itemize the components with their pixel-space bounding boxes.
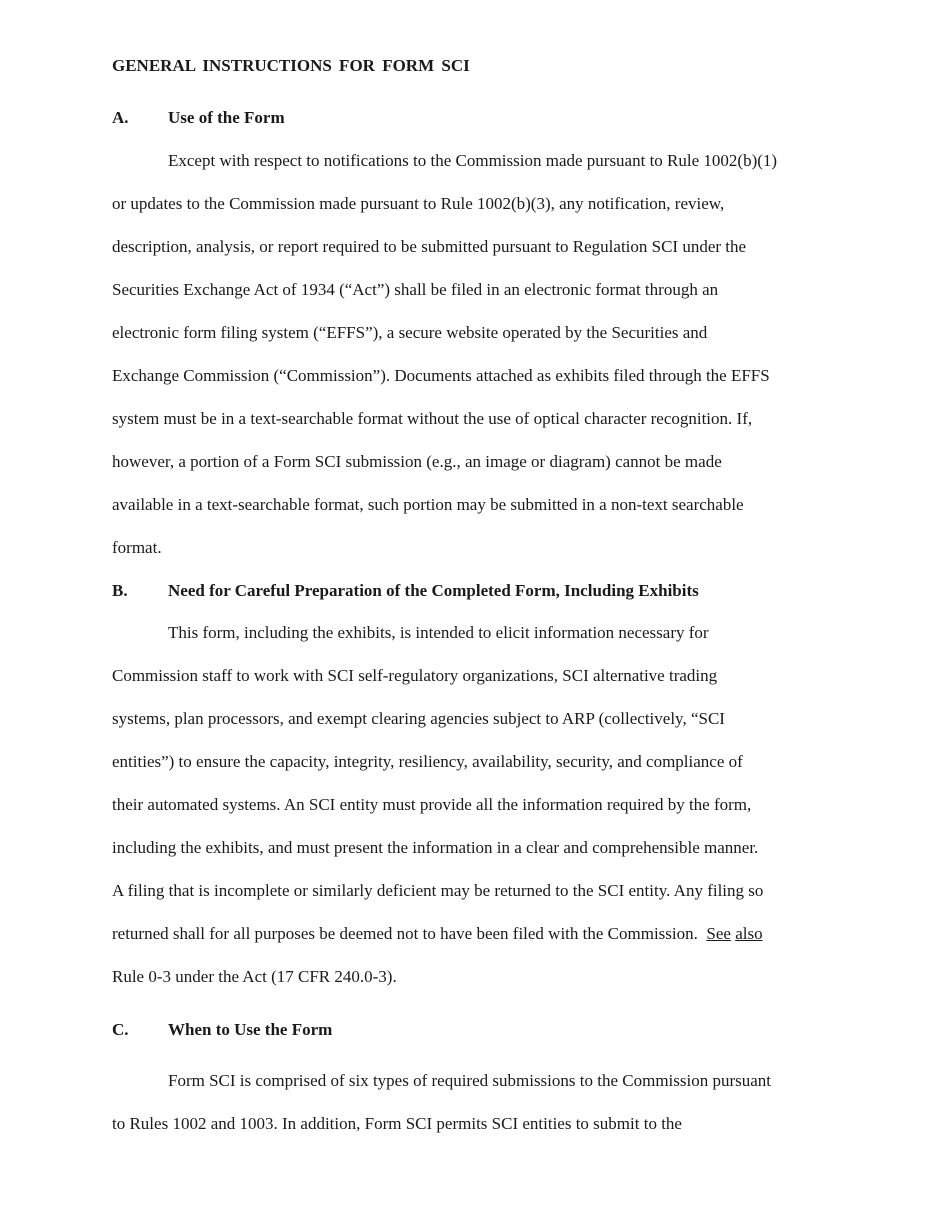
section-c-letter: C. (112, 1020, 129, 1039)
paragraph-line: system must be in a text-searchable format without the use of optical character recognition. If, (112, 409, 753, 428)
paragraph-line: This form, including the exhibits, is intended to elicit information necessary for (168, 623, 709, 642)
paragraph-line (112, 924, 763, 944)
paragraph-line: or updates to the Commission made pursuant to Rule 1002(b)(3), any notification, review, (112, 194, 725, 213)
section-b-title: Need for Careful Preparation of the Completed Form, Including Exhibits (168, 581, 699, 600)
paragraph-line: A filing that is incomplete or similarly deficient may be returned to the SCI entity. Any filing so (112, 881, 764, 900)
paragraph-line: Form SCI is comprised of six types of required submissions to the Commission pursuant (168, 1071, 772, 1090)
section-b-heading (112, 581, 699, 601)
section-c-heading (112, 1020, 332, 1040)
paragraph-line: Securities Exchange Act of 1934 (“Act”) shall be filed in an electronic format through an (112, 280, 719, 299)
section-b-letter: B. (112, 581, 128, 600)
paragraph-line: Except with respect to notifications to the Commission made pursuant to Rule 1002(b)(1) (168, 151, 778, 170)
paragraph-line: systems, plan processors, and exempt clearing agencies subject to ARP (collectively, “SCI (112, 709, 725, 728)
paragraph-line: available in a text-searchable format, such portion may be submitted in a non-text searchable (112, 495, 744, 514)
paragraph-line: format. (112, 538, 162, 557)
paragraph-line: electronic form filing system (“EFFS”), a secure website operated by the Securities and (112, 323, 708, 342)
paragraph-line: to Rules 1002 and 1003. In addition, Form SCI permits SCI entities to submit to the (112, 1114, 682, 1133)
see-underlined: See (706, 924, 731, 943)
paragraph-line: entities”) to ensure the capacity, integrity, resiliency, availability, security, and compliance of (112, 752, 743, 771)
section-a-letter: A. (112, 108, 129, 127)
section-a-heading (112, 108, 285, 128)
section-a-title: Use of the Form (168, 108, 285, 127)
paragraph-line: Rule 0-3 under the Act (17 CFR 240.0-3). (112, 967, 397, 986)
page-title: GENERAL INSTRUCTIONS FOR FORM SCI (112, 56, 470, 75)
paragraph-line: including the exhibits, and must present the information in a clear and comprehensible manner. (112, 838, 759, 857)
also-underlined: also (735, 924, 763, 943)
paragraph-line: however, a portion of a Form SCI submission (e.g., an image or diagram) cannot be made (112, 452, 722, 471)
paragraph-line: Commission staff to work with SCI self-regulatory organizations, SCI alternative trading (112, 666, 718, 685)
section-c-title: When to Use the Form (168, 1020, 333, 1039)
paragraph-line: their automated systems. An SCI entity must provide all the information required by the form, (112, 795, 752, 814)
paragraph-line-text: returned shall for all purposes be deemed not to have been filed with the Commission. (112, 924, 698, 943)
paragraph-line: description, analysis, or report required to be submitted pursuant to Regulation SCI under the (112, 237, 747, 256)
paragraph-line: Exchange Commission (“Commission”). Documents attached as exhibits filed through the EFFS (112, 366, 770, 385)
